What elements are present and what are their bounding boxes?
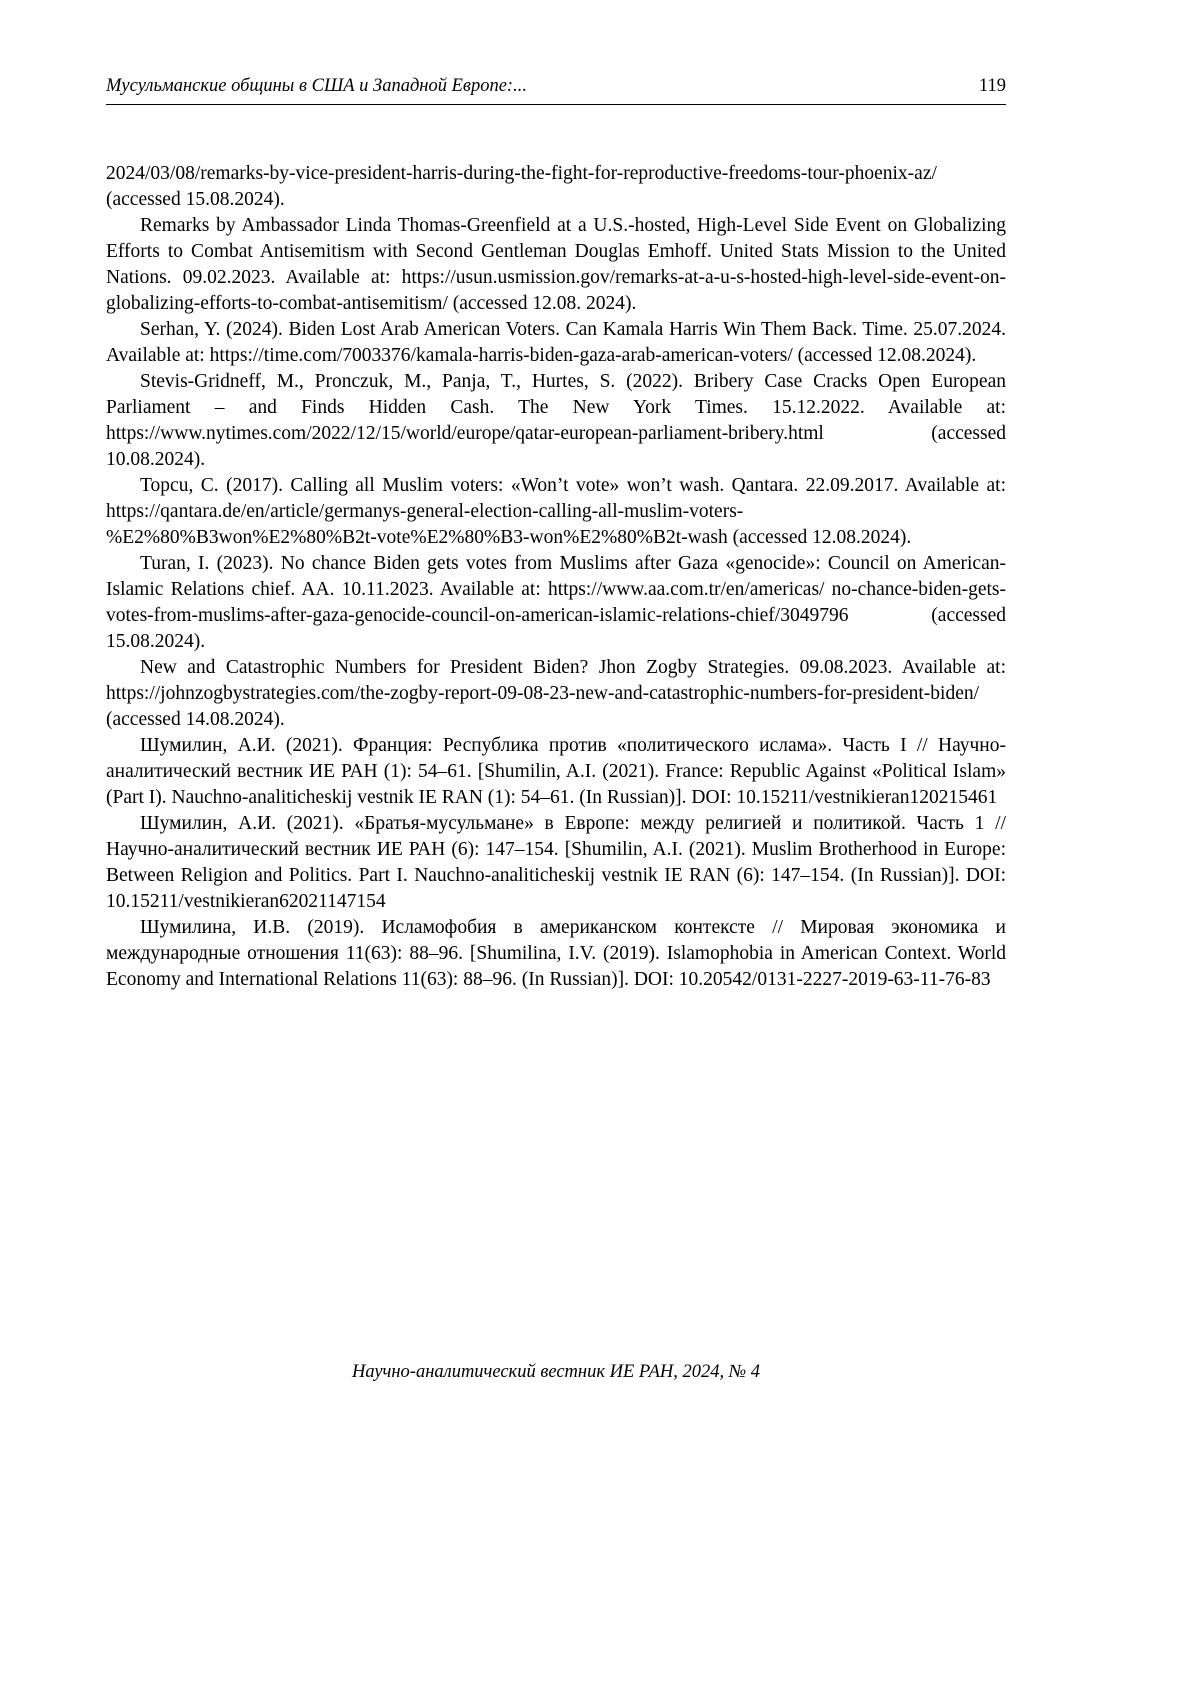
reference-entry: Turan, I. (2023). No chance Biden gets votes from Muslims after Gaza «genocide»: Council on American-Islamic Relations chief. AA. 10.11.2023. Available at: https://www.aa.com.tr/en/americas/ no-chance-biden-gets-votes-from-muslims-after-gaza-genocide-council-on-american-islamic-relations-chief/3049796 (accessed 15.08.2024). xyxy=(106,553,1006,652)
page-content xyxy=(106,76,1006,993)
reference-entry: Шумилин, А.И. (2021). Франция: Республика против «политического ислама». Часть I // Научно-аналитический вестник ИЕ РАН (1): 54–61. [Shumilin, A.I. (2021). France: Republic Against «Political Islam» (Part I). Nauchno-analiticheskij vestnik IE RAN (1): 54–61. (In Russian)]. DOI: 10.15211/vestnikieran120215461 xyxy=(106,735,1006,808)
reference-entry: Шумилина, И.В. (2019). Исламофобия в американском контексте // Мировая экономика и международные отношения 11(63): 88–96. [Shumilina, I.V. (2019). Islamophobia in American Context. World Economy and International Relations 11(63): 88–96. (In Russian)]. DOI: 10.20542/0131-2227-2019-63-11-76-83 xyxy=(106,917,1006,990)
journal-footer: Научно-аналитический вестник ИЕ РАН, 2024, № 4 xyxy=(351,1362,761,1382)
page-number: 119 xyxy=(978,76,1006,96)
reference-entry: Serhan, Y. (2024). Biden Lost Arab American Voters. Can Kamala Harris Win Them Back. Time. 25.07.2024. Available at: https://time.com/7003376/kamala-harris-biden-gaza-arab-american-voters/ (accessed 12.08.2024). xyxy=(106,319,1006,366)
reference-entry: Шумилин, А.И. (2021). «Братья-мусульмане» в Европе: между религией и политикой. Часть 1 // Научно-аналитический вестник ИЕ РАН (6): 147–154. [Shumilin, A.I. (2021). Muslim Brotherhood in Europe: Between Religion and Politics. Part I. Nauchno-analiticheskij vestnik IE RAN (6): 147–154. (In Russian)]. DOI: 10.15211/vestnikieran62021147154 xyxy=(106,813,1006,912)
reference-entry: Remarks by Ambassador Linda Thomas-Greenfield at a U.S.-hosted, High-Level Side Event on Globalizing Efforts to Combat Antisemitism with Second Gentleman Douglas Emhoff. United Stats Mission to the United Nations. 09.02.2023. Available at: https://usun.usmission.gov/remarks-at-a-u-s-hosted-high-level-side-event-on-globalizing-efforts-to-combat-antisemitism/ (accessed 12.08. 2024). xyxy=(106,215,1006,314)
reference-entry: Topcu, C. (2017). Calling all Muslim voters: «Won’t vote» won’t wash. Qantara. 22.09.2017. Available at: https://qantara.de/en/article/germanys-general-election-calling-all-muslim-voters-%E2%80%B3won%E2%80%B2t-vote%E2%80%B3-won%E2%80%B2t-wash (accessed 12.08.2024). xyxy=(106,475,1006,548)
references-list xyxy=(106,161,1006,993)
reference-entry: 2024/03/08/remarks-by-vice-president-harris-during-the-fight-for-reproductive-freedoms-tour-phoenix-az/ (accessed 15.08.2024). xyxy=(106,163,937,210)
running-header xyxy=(106,76,1006,105)
running-title: Мусульманские общины в США и Западной Европе:... xyxy=(106,76,527,96)
reference-entry: New and Catastrophic Numbers for President Biden? Jhon Zogby Strategies. 09.08.2023. Available at: https://johnzogbystrategies.com/the-zogby-report-09-08-23-new-and-catastrophic-numbers-for-president-biden/ (accessed 14.08.2024). xyxy=(106,657,1006,730)
reference-entry: Stevis-Gridneff, M., Pronczuk, M., Panja, T., Hurtes, S. (2022). Bribery Case Cracks Open European Parliament – and Finds Hidden Cash. The New York Times. 15.12.2022. Available at: https://www.nytimes.com/2022/12/15/world/europe/qatar-european-parliament-bribery.html (accessed 10.08.2024). xyxy=(106,371,1006,470)
